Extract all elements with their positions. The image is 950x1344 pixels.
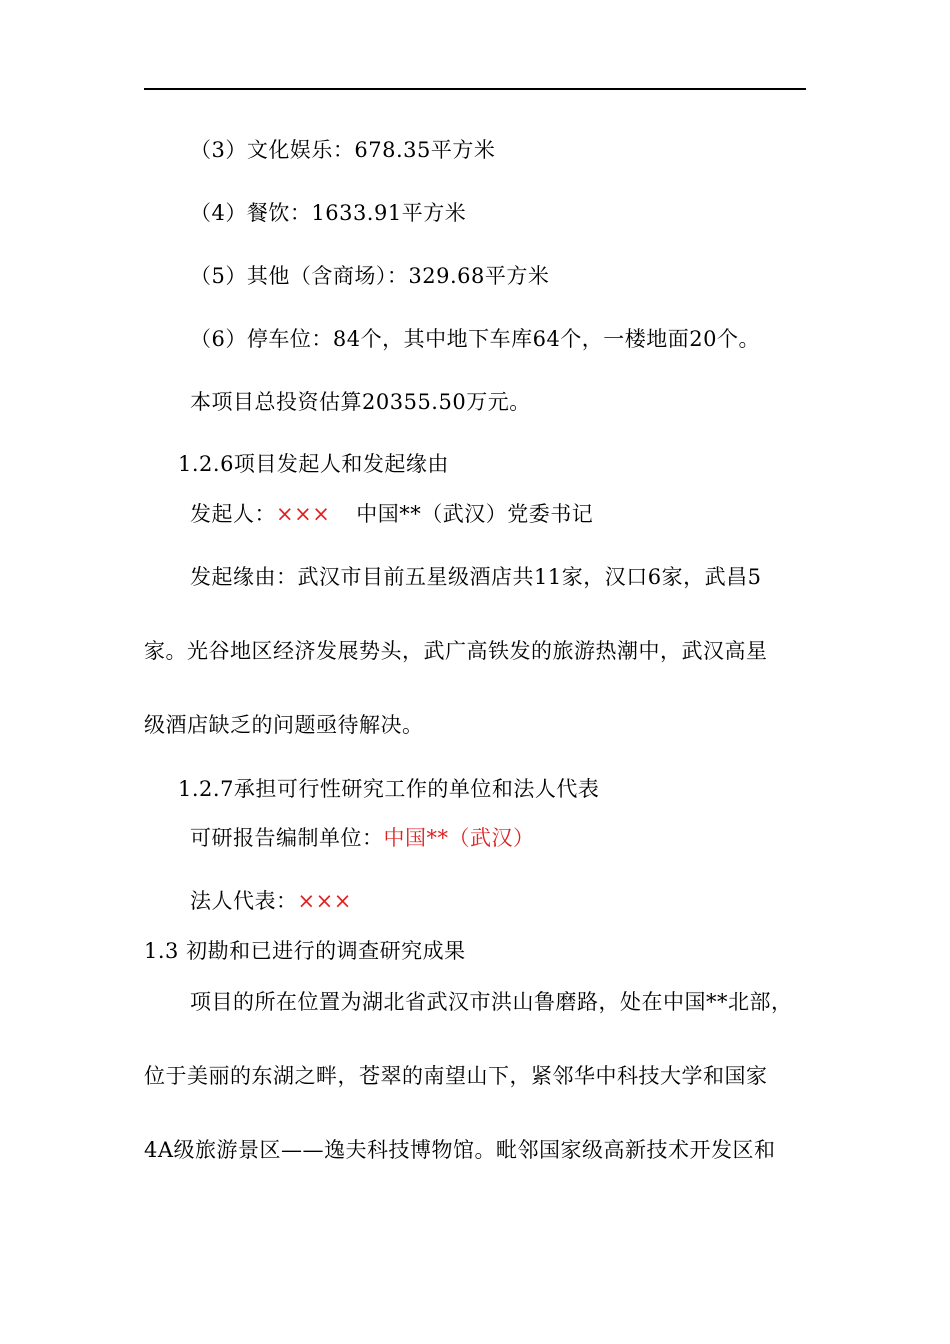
sponsor-title: 中国**（武汉）党委书记 (356, 502, 594, 526)
location-line-3: 4A级旅游景区——逸夫科技博物馆。毗邻国家级高新技术开发区和 (144, 1138, 776, 1162)
area-entertainment: （3）文化娱乐：678.35平方米 (190, 138, 496, 162)
section-heading-1-3: 1.3 初勘和已进行的调查研究成果 (144, 939, 466, 963)
area-other: （5）其他（含商场）：329.68平方米 (190, 264, 550, 288)
reason-line-3: 级酒店缺乏的问题亟待解决。 (144, 713, 424, 737)
unit-name: 中国**（武汉） (383, 826, 535, 850)
section-heading-1-2-7: 1.2.7承担可行性研究工作的单位和法人代表 (178, 777, 600, 801)
sponsor-name: ××× (276, 502, 331, 526)
section-heading-1-2-6: 1.2.6项目发起人和发起缘由 (178, 452, 449, 476)
location-line-1: 项目的所在位置为湖北省武汉市洪山鲁磨路，处在中国**北部， (190, 990, 793, 1014)
unit-line (190, 825, 535, 851)
legal-rep-name: ××× (297, 889, 352, 913)
total-investment: 本项目总投资估算20355.50万元。 (190, 390, 531, 414)
unit-label: 可研报告编制单位： (190, 826, 384, 850)
legal-rep-line (190, 888, 352, 914)
sponsor-label: 发起人： (190, 502, 276, 526)
sponsor-line (190, 501, 593, 527)
legal-rep-label: 法人代表： (190, 889, 298, 913)
location-line-2: 位于美丽的东湖之畔，苍翠的南望山下，紧邻华中科技大学和国家 (144, 1064, 768, 1088)
area-dining: （4）餐饮：1633.91平方米 (190, 201, 467, 225)
parking-spaces: （6）停车位：84个，其中地下车库64个，一楼地面20个。 (190, 327, 761, 351)
reason-line-1: 发起缘由：武汉市目前五星级酒店共11家，汉口6家，武昌5 (190, 565, 762, 589)
reason-line-2: 家。光谷地区经济发展势头，武广高铁发的旅游热潮中，武汉高星 (144, 639, 768, 663)
header-rule (144, 88, 806, 90)
